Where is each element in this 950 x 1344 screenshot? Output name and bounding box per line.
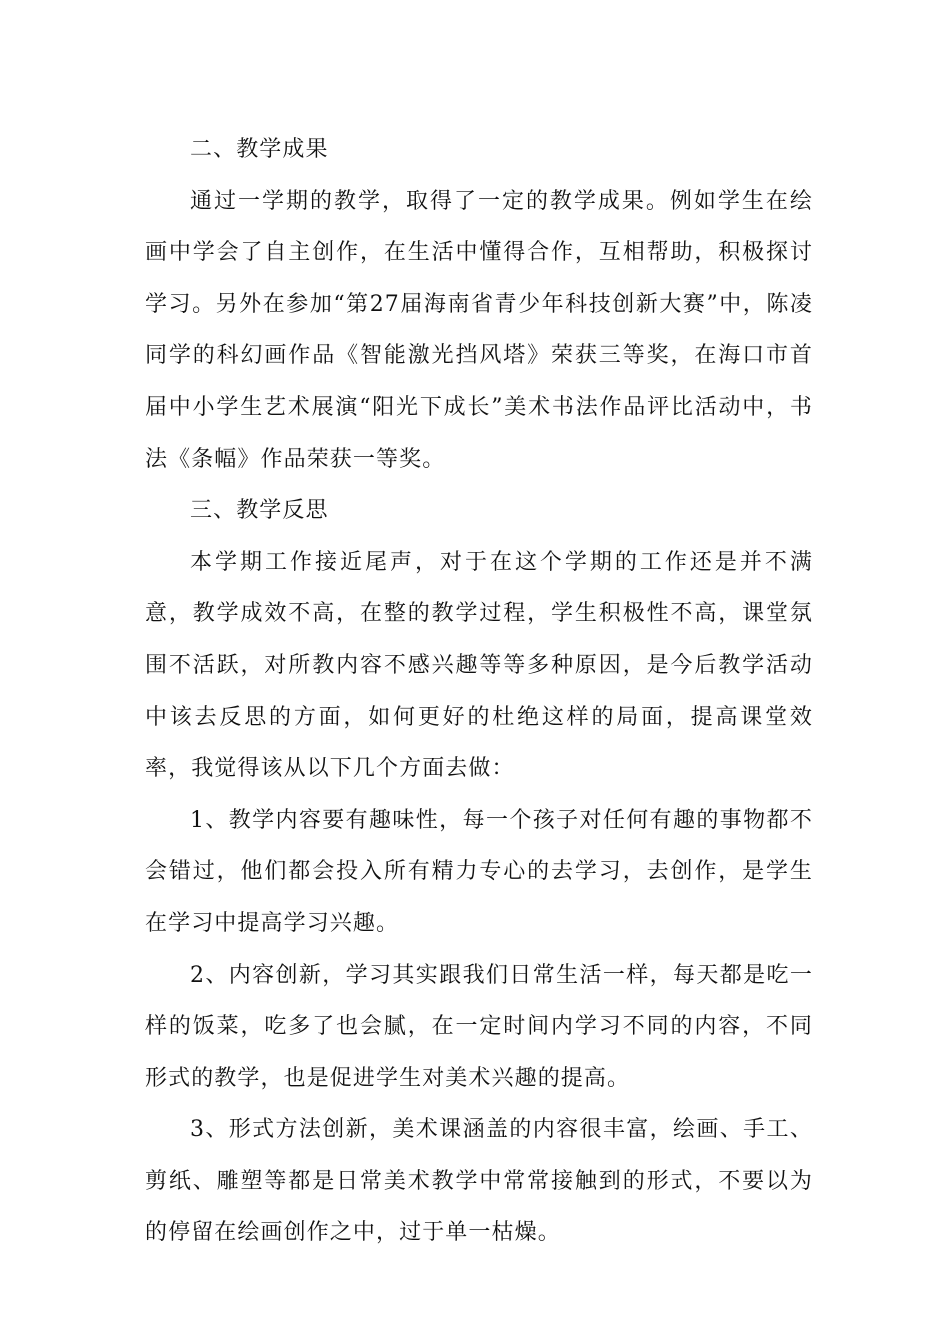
list-item-2-content-innovation: 2、内容创新，学习其实跟我们日常生活一样，每天都是吃一样的饭菜，吃多了也会腻，在一定时间内学习不同的内容，不同形式的教学，也是促进学生对美术兴趣的提高。	[145, 962, 813, 1091]
list-item-3-method-innovation: 3、形式方法创新，美术课涵盖的内容很丰富，绘画、手工、剪纸、雕塑等都是日常美术教学中常常接触到的形式，不要以为的停留在绘画创作之中，过于单一枯燥。	[145, 1117, 813, 1246]
paragraph-teaching-results: 通过一学期的教学，取得了一定的教学成果。例如学生在绘画中学会了自主创作，在生活中懂得合作，互相帮助，积极探讨学习。另外在参加“第27届海南省青少年科技创新大赛”中，陈凌同学的科幻画作品《智能激光挡风塔》荣获三等奖，在海口市首届中小学生艺术展演“阳光下成长”美术书法作品评比活动中，书法《条幅》作品荣获一等奖。	[145, 188, 813, 472]
list-item-1-interesting-content: 1、教学内容要有趣味性，每一个孩子对任何有趣的事物都不会错过，他们都会投入所有精力专心的去学习，去创作，是学生在学习中提高学习兴趣。	[145, 807, 813, 936]
section-heading-teaching-reflection: 三、教学反思	[190, 498, 329, 524]
section-heading-teaching-results: 二、教学成果	[190, 137, 329, 162]
document-body	[145, 124, 813, 1259]
paragraph-teaching-reflection: 本学期工作接近尾声，对于在这个学期的工作还是并不满意，教学成效不高，在整的教学过程，学生积极性不高，课堂氛围不活跃，对所教内容不感兴趣等等多种原因，是今后教学活动中该去反思的方面，如何更好的杜绝这样的局面，提高课堂效率，我觉得该从以下几个方面去做：	[145, 549, 813, 782]
